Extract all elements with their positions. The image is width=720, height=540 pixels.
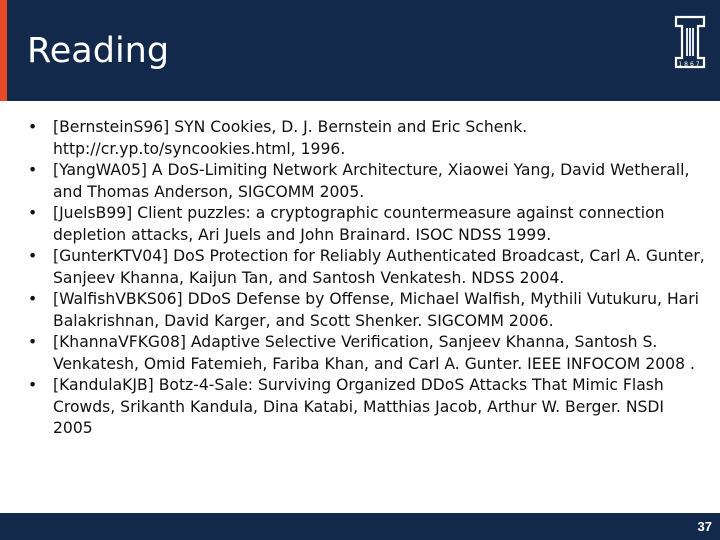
reference-text: [KhannaVFKG08] Adaptive Selective Verification, Sanjeev Khanna, Santosh S. Venkatesh, Omid Fatemieh, Fariba Khan, and Carl A. Gunter. IEEE INFOCOM 2008 . xyxy=(53,333,695,373)
logo-year: 1867 xyxy=(678,61,702,68)
reference-text: [GunterKTV04] DoS Protection for Reliably Authenticated Broadcast, Carl A. Gunter, Sanjeev Khanna, Kaijun Tan, and Santosh Venkatesh. NDSS 2004. xyxy=(53,247,705,287)
reference-list xyxy=(28,117,708,440)
bullet-icon: • xyxy=(28,161,38,179)
slide-header xyxy=(0,0,720,101)
bullet-icon: • xyxy=(28,247,38,265)
reference-item xyxy=(28,160,708,203)
bullet-icon: • xyxy=(28,204,38,222)
slide-title: Reading xyxy=(27,31,170,71)
bullet-icon: • xyxy=(28,290,38,308)
reference-item xyxy=(28,246,708,289)
reference-text: [YangWA05] A DoS-Limiting Network Architecture, Xiaowei Yang, David Wetherall, and Thomas Anderson, SIGCOMM 2005. xyxy=(53,161,690,201)
reference-text: [JuelsB99] Client puzzles: a cryptographic countermeasure against connection depletion attacks, Ari Juels and John Brainard. ISOC NDSS 1999. xyxy=(53,204,665,244)
bullet-icon: • xyxy=(28,376,38,394)
reference-text: [KandulaKJB] Botz-4-Sale: Surviving Organized DDoS Attacks That Mimic Flash Crowds, Srikanth Kandula, Dina Katabi, Matthias Jacob, Arthur W. Berger. NSDI 2005 xyxy=(53,376,665,437)
bullet-icon: • xyxy=(28,118,38,136)
reference-item xyxy=(28,332,708,375)
reference-text: [BernsteinS96] SYN Cookies, D. J. Bernstein and Eric Schenk. http://cr.yp.to/syncookies.html, 1996. xyxy=(53,118,528,158)
page-number: 37 xyxy=(697,519,712,534)
reference-item xyxy=(28,117,708,160)
slide-content xyxy=(28,117,708,440)
reference-item xyxy=(28,375,708,440)
reference-item xyxy=(28,203,708,246)
bullet-icon: • xyxy=(28,333,38,351)
reference-item xyxy=(28,289,708,332)
slide-footer xyxy=(0,513,720,540)
reference-text: [WalfishVBKS06] DDoS Defense by Offense, Michael Walfish, Mythili Vutukuru, Hari Balakrishnan, David Karger, and Scott Shenker. SIGCOMM 2006. xyxy=(53,290,699,330)
header-accent-bar xyxy=(0,0,7,101)
